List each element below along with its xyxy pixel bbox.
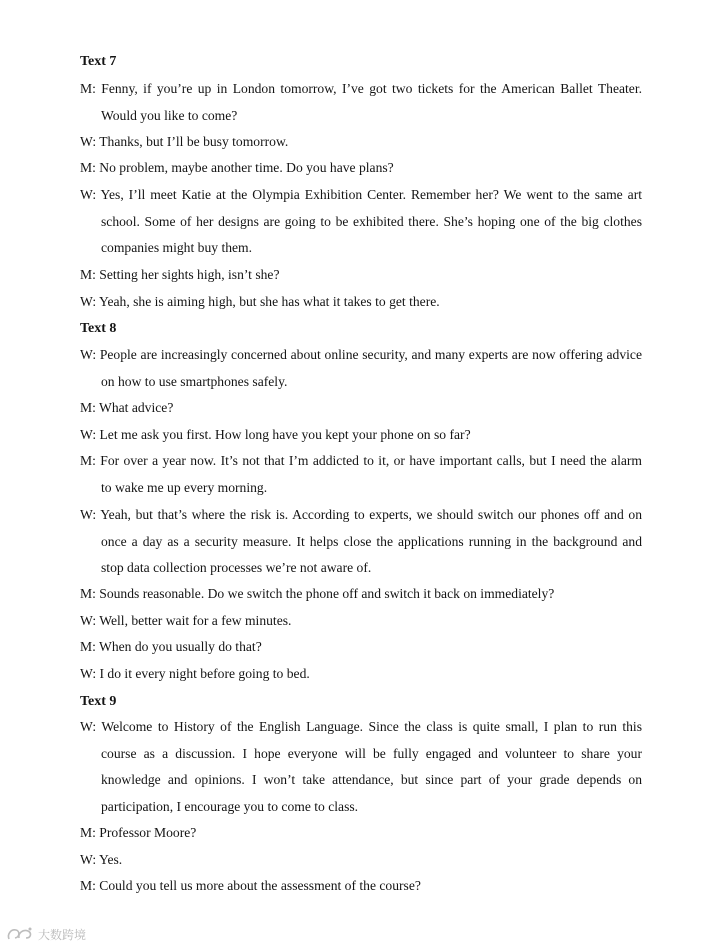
dialogue-line: W: People are increasingly concerned about online security, and many experts are now offering advice (80, 347, 642, 362)
section-title-text8: Text 8 (80, 321, 117, 336)
dialogue-line: M: For over a year now. It’s not that I’m addicted to it, or have important calls, but I need the alarm (80, 453, 642, 468)
dialogue-turn (80, 820, 642, 847)
dialogue-line: M: When do you usually do that? (80, 639, 262, 654)
dialogue-line: M: Could you tell us more about the assessment of the course? (80, 878, 421, 893)
dialogue-turn (80, 262, 642, 289)
dialogue-line: W: Yeah, she is aiming high, but she has what it takes to get there. (80, 294, 440, 309)
dialogue-turn (80, 129, 642, 156)
dialogue-turn (80, 182, 642, 262)
dialogue-line: M: Professor Moore? (80, 825, 197, 840)
dialogue-line: stop data collection processes we’re not aware of. (101, 560, 372, 575)
dialogue-turn (80, 661, 642, 688)
dialogue-line: M: Fenny, if you’re up in London tomorrow, I’ve got two tickets for the American Ballet Theater. (80, 81, 642, 96)
dialogue-line: M: Sounds reasonable. Do we switch the phone off and switch it back on immediately? (80, 586, 555, 601)
dialogue-line: knowledge and opinions. I won’t take attendance, but since part of your grade depends on (101, 772, 642, 787)
dialogue-line: W: Well, better wait for a few minutes. (80, 613, 292, 628)
dialogue-line: W: Thanks, but I’ll be busy tomorrow. (80, 134, 289, 149)
dialogue-turn (80, 76, 642, 129)
dialogue-turn (80, 422, 642, 449)
dialogue-line: course as a discussion. I hope everyone will be fully engaged and volunteer to share your (101, 745, 642, 761)
brand-logo-icon (6, 926, 34, 942)
dialogue-turn (80, 634, 642, 661)
dialogue-line: W: Welcome to History of the English Language. Since the class is quite small, I plan to run this (80, 719, 642, 734)
dialogue-turn (80, 608, 642, 635)
dialogue-line: companies might buy them. (101, 240, 253, 255)
dialogue-turn (80, 448, 642, 501)
dialogue-line: to wake me up every morning. (101, 479, 268, 495)
dialogue-turn (80, 847, 642, 874)
dialogue-line: participation, I encourage you to come to class. (101, 798, 359, 814)
dialogue-line: W: Let me ask you first. How long have you kept your phone on so far? (80, 427, 471, 442)
dialogue-turn (80, 155, 642, 182)
watermark (6, 924, 86, 944)
dialogue-turn (80, 395, 642, 422)
dialogue-line: once a day as a security measure. It helps close the applications running in the background and (101, 533, 642, 549)
watermark-text: 大数跨境 (38, 927, 87, 942)
dialogue-line: Would you like to come? (101, 107, 238, 123)
dialogue-turn (80, 289, 642, 316)
dialogue-line: on how to use smartphones safely. (101, 373, 288, 389)
section-title-text7: Text 7 (80, 54, 117, 69)
section-title-text9: Text 9 (80, 694, 117, 709)
dialogue-line: M: Setting her sights high, isn’t she? (80, 267, 280, 282)
dialogue-line: W: I do it every night before going to bed. (80, 666, 310, 681)
dialogue-line: W: Yeah, but that’s where the risk is. According to experts, we should switch our phones off and on (80, 507, 642, 522)
dialogue-turn (80, 873, 642, 900)
dialogue-line: W: Yes, I’ll meet Katie at the Olympia Exhibition Center. Remember her? We went to the same art (80, 187, 642, 202)
dialogue-line: W: Yes. (80, 852, 123, 867)
dialogue-turn (80, 342, 642, 395)
dialogue-line: M: No problem, maybe another time. Do you have plans? (80, 160, 394, 175)
dialogue-line: M: What advice? (80, 400, 174, 415)
dialogue-turn (80, 714, 642, 820)
dialogue-line: school. Some of her designs are going to be exhibited there. She’s hoping one of the big clothes (101, 213, 642, 229)
dialogue-turn (80, 502, 642, 582)
dialogue-turn (80, 581, 642, 608)
